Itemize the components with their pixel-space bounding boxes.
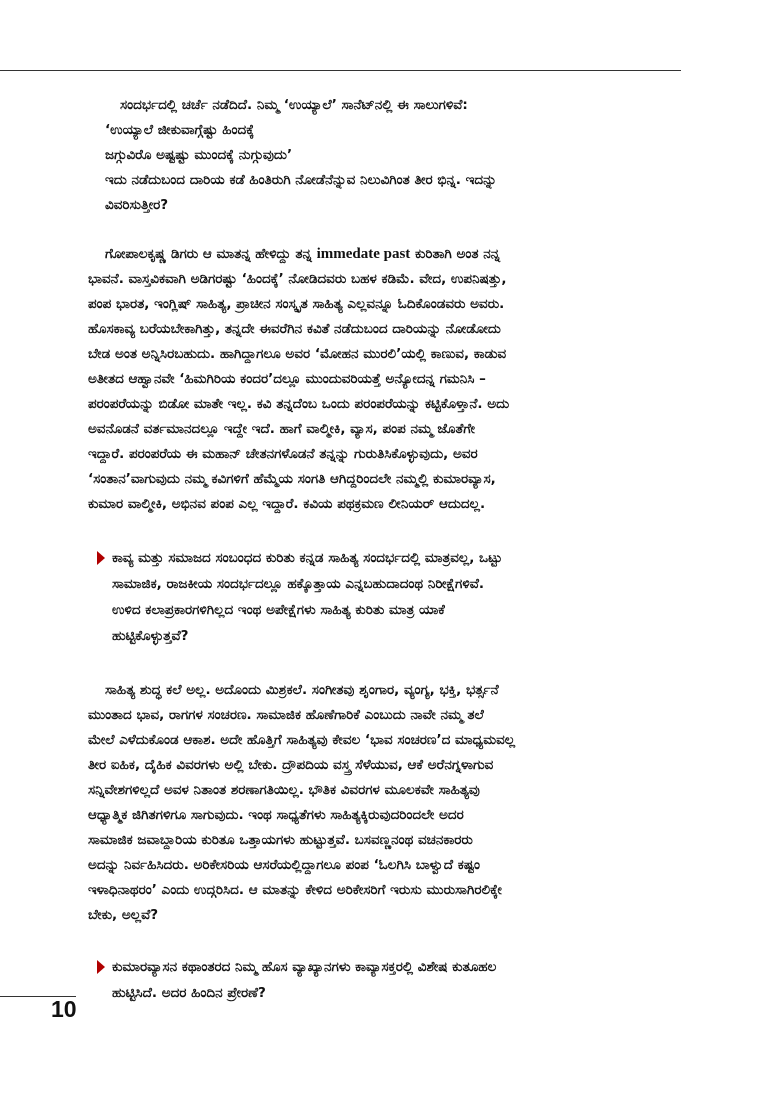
text-line: ಪಂಪ ಭಾರತ, ಇಂಗ್ಲಿಷ್ ಸಾಹಿತ್ಯ, ಪ್ರಾಚೀನ ಸಂಸ್ಕೃತ ಸಾಹಿತ್ಯ ಎಲ್ಲವನ್ನೂ ಓದಿಕೊಂಡವರು ಅವರು. — [88, 296, 505, 312]
text-line: ‘ಸಂತಾನ’ವಾಗುವುದು ನಮ್ಮ ಕವಿಗಳಿಗೆ ಹೆಮ್ಮೆಯ ಸಂಗತಿ ಆಗಿದ್ದರಿಂದಲೇ ನಮ್ಮಲ್ಲಿ ಕುಮಾರವ್ಯಾಸ, — [88, 471, 496, 487]
text-line: ಬೇಡ ಅಂತ ಅನ್ನಿಸಿರಬಹುದು. ಹಾಗಿದ್ದಾಗಲೂ ಅವರ ‘ಮೋಹನ ಮುರಲಿ’ಯಲ್ಲಿ ಕಾಣುವ, ಕಾಡುವ — [88, 346, 507, 362]
text-line: ಅತೀತದ ಆಹ್ವಾನವೇ ‘ಹಿಮಗಿರಿಯ ಕಂದರ’ದಲ್ಲೂ ಮುಂದುವರಿಯತ್ತೆ ಅನ್ಯೋದನ್ನ ಗಮನಿಸಿ – — [88, 371, 486, 387]
text-line: ಸಾಹಿತ್ಯ ಶುದ್ಧ ಕಲೆ ಅಲ್ಲ. ಅದೊಂದು ಮಿಶ್ರಕಲೆ. ಸಂಗೀತವು ಶೃಂಗಾರ, ವ್ಯಂಗ್ಯ, ಭಕ್ತಿ, ಭರ್ತ್ಸನೆ — [105, 682, 499, 698]
text-line: ಅದನ್ನು ನಿರ್ವಹಿಸಿದರು. ಅರಿಕೇಸರಿಯ ಆಸರೆಯಲ್ಲಿದ್ದಾಗಲೂ ಪಂಪ ‘ಓಲಗಿಸಿ ಬಾಳ್ವುದೆ ಕಷ್ಟಂ — [88, 857, 480, 873]
text-line: ಹುಟ್ಟಿಕೊಳ್ಳುತ್ತವೆ? — [112, 628, 189, 644]
text-line: ಕಾವ್ಯ ಮತ್ತು ಸಮಾಜದ ಸಂಬಂಧದ ಕುರಿತು ಕನ್ನಡ ಸಾಹಿತ್ಯ ಸಂದರ್ಭದಲ್ಲಿ ಮಾತ್ರವಲ್ಲ, ಒಟ್ಟು — [112, 550, 503, 566]
english-phrase: immedate past — [316, 246, 411, 262]
text-line: ‘ಉಯ್ಯಾಲೆ ಜೀಕುವಾಗ್ಗೆಷ್ಟು ಹಿಂದಕ್ಕೆ — [105, 122, 255, 138]
text-line: ಇದು ನಡೆದುಬಂದ ದಾರಿಯ ಕಡೆ ಹಿಂತಿರುಗಿ ನೋಡೆನೆನ್ನುವ ನಿಲುವಿಗಿಂತ ತೀರ ಭಿನ್ನ. ಇದನ್ನು — [105, 172, 497, 188]
page-number: 10 — [51, 996, 77, 1022]
text-line: ಮುಂತಾದ ಭಾವ, ರಾಗಗಳ ಸಂಚರಣ. ಸಾಮಾಜಿಕ ಹೊಣೆಗಾರಿಕೆ ಎಂಬುದು ನಾವೇ ನಮ್ಮ ತಲೆ — [88, 707, 484, 723]
text-fragment: ಕುರಿತಾಗಿ ಅಂತ ನನ್ನ — [410, 246, 501, 262]
text-line: ಇಳಾಧಿನಾಥರಂ’ ಎಂದು ಉದ್ಗರಿಸಿದ. ಆ ಮಾತನ್ನು ಕೇಳಿದ ಅರಿಕೇಸರಿಗೆ ಇರುಸು ಮುರುಸಾಗಿರಲಿಕ್ಕೇ — [88, 882, 502, 898]
text-line: ಹುಟ್ಟಿಸಿದೆ. ಅದರ ಹಿಂದಿನ ಪ್ರೇರಣೆ? — [112, 985, 266, 1001]
text-line: ಪರಂಪರೆಯನ್ನು ಬಿಡೋ ಮಾತೇ ಇಲ್ಲ. ಕವಿ ತನ್ನದೆಂಬ ಒಂದು ಪರಂಪರೆಯನ್ನು ಕಟ್ಟಿಕೊಳ್ತಾನೆ. ಅದು — [88, 396, 510, 412]
text-line: ಜಗ್ಗುವಿರೊ ಅಷ್ಟಷ್ಟು ಮುಂದಕ್ಕೆ ನುಗ್ಗುವುದು’ — [105, 147, 293, 163]
text-line: ಕುಮಾರ ವಾಲ್ಮೀಕಿ, ಅಭಿನವ ಪಂಪ ಎಲ್ಲ ಇದ್ದಾರೆ. ಕವಿಯ ಪಥಕ್ರಮಣ ಲೀನಿಯರ್ ಆದುದಲ್ಲ. — [88, 496, 486, 512]
text-line: ಸಂದರ್ಭದಲ್ಲಿ ಚರ್ಚೆ ನಡೆದಿದೆ. ನಿಮ್ಮ ‘ಉಯ್ಯಾಲೆ’ ಸಾನೆಟ್‌ನಲ್ಲಿ ಈ ಸಾಲುಗಳಿವೆ: — [120, 97, 468, 113]
text-line: ಸಾಮಾಜಿಕ ಜವಾಬ್ದಾರಿಯ ಕುರಿತೂ ಒತ್ತಾಯಗಳು ಹುಟ್ಟುತ್ತವೆ. ಬಸವಣ್ಣನಂಥ ವಚನಕಾರರು — [88, 832, 473, 848]
text-line: ಮೇಲೆ ಎಳೆದುಕೊಂಡ ಆಕಾಶ. ಅದೇ ಹೊತ್ತಿಗೆ ಸಾಹಿತ್ಯವು ಕೇವಲ ‘ಭಾವ ಸಂಚರಣ’ದ ಮಾಧ್ಯಮವಲ್ಲ — [88, 732, 516, 748]
text-line: ತೀರ ಐಹಿಕ, ದೈಹಿಕ ವಿವರಗಳು ಅಲ್ಲಿ ಬೇಕು. ದ್ರೌಪದಿಯ ವಸ್ತ್ರ ಸೆಳೆಯುವ, ಆಕೆ ಅರೆನಗ್ನಳಾಗುವ — [88, 757, 494, 773]
text-line: ಅವನೊಡನೆ ವರ್ತಮಾನದಲ್ಲೂ ಇದ್ದೇ ಇದೆ. ಹಾಗೆ ವಾಲ್ಮೀಕಿ, ವ್ಯಾಸ, ಪಂಪ ನಮ್ಮ ಜೊತೆಗೇ — [88, 421, 475, 437]
text-line: ಸಾಮಾಜಿಕ, ರಾಜಕೀಯ ಸಂದರ್ಭದಲ್ಲೂ ಹಕ್ಕೊತ್ತಾಯ ಎನ್ನಬಹುದಾದಂಥ ನಿರೀಕ್ಷೆಗಳಿವೆ. — [112, 576, 485, 592]
bullet-arrow-icon — [97, 551, 105, 565]
text-line: ಕುಮಾರವ್ಯಾಸನ ಕಥಾಂತರದ ನಿಮ್ಮ ಹೊಸ ವ್ಯಾಖ್ಯಾನಗಳು ಕಾವ್ಯಾಸಕ್ತರಲ್ಲಿ ವಿಶೇಷ ಕುತೂಹಲ — [112, 959, 497, 975]
text-line: ಭಾವನೆ. ವಾಸ್ತವಿಕವಾಗಿ ಅಡಿಗರಷ್ಟು ‘ಹಿಂದಕ್ಕೆ’ ನೋಡಿದವರು ಬಹಳ ಕಡಿಮೆ. ವೇದ, ಉಪನಿಷತ್ತು, — [88, 271, 507, 287]
text-line: ಇದ್ದಾರೆ. ಪರಂಪರೆಯ ಈ ಮಹಾನ್ ಚೇತನಗಳೊಡನೆ ತನ್ನನ್ನು ಗುರುತಿಸಿಕೊಳ್ಳುವುದು, ಅವರ — [88, 446, 478, 462]
text-line — [105, 244, 500, 264]
text-line: ವಿವರಿಸುತ್ತೀರ? — [105, 197, 169, 213]
text-line: ಸನ್ನಿವೇಶಗಳಿಲ್ಲದೆ ಅವಳ ನಿತಾಂತ ಶರಣಾಗತಿಯಿಲ್ಲ. ಭೌತಿಕ ವಿವರಗಳ ಮೂಲಕವೇ ಸಾಹಿತ್ಯವು — [88, 782, 480, 798]
text-line: ಹೊಸಕಾವ್ಯ ಬರೆಯಬೇಕಾಗಿತ್ತು, ತನ್ನದೇ ಈವರೆಗಿನ ಕವಿತೆ ನಡೆದುಬಂದ ದಾರಿಯನ್ನು ನೋಡೋದು — [88, 321, 501, 337]
text-line: ಉಳಿದ ಕಲಾಪ್ರಕಾರಗಳಿಗಿಲ್ಲದ ಇಂಥ ಅಪೇಕ್ಷೆಗಳು ಸಾಹಿತ್ಯ ಕುರಿತು ಮಾತ್ರ ಯಾಕೆ — [112, 602, 445, 618]
text-fragment: ಗೋಪಾಲಕೃಷ್ಣ ಡಿಗರು ಆ ಮಾತನ್ನ ಹೇಳಿದ್ದು ತನ್ನ — [105, 246, 317, 262]
top-rule — [0, 70, 681, 71]
bullet-arrow-icon — [97, 960, 105, 974]
text-line: ಆಧ್ಯಾತ್ಮಿಕ ಜಿಗಿತಗಳಿಗೂ ಸಾಗುವುದು. ಇಂಥ ಸಾಧ್ಯತೆಗಳು ಸಾಹಿತ್ಯಕ್ಕಿರುವುದರಿಂದಲೇ ಅದರ — [88, 807, 464, 823]
text-line: ಬೇಕು, ಅಲ್ಲವೆ? — [88, 907, 159, 923]
